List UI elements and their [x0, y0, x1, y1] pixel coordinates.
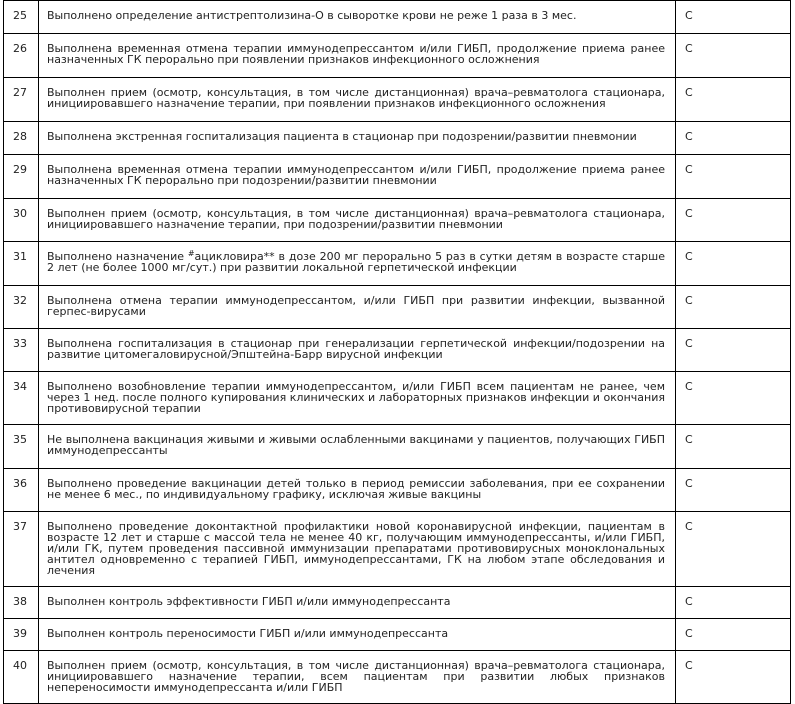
table-row — [4, 425, 791, 469]
table-row — [4, 122, 791, 155]
row-number: 32 — [13, 294, 27, 307]
evidence-level: C — [685, 42, 693, 55]
criterion-cell — [39, 512, 676, 587]
row-number: 40 — [13, 659, 27, 672]
row-number-cell — [4, 651, 39, 704]
table-row — [4, 286, 791, 329]
criterion-text: Выполнено определение антистрептолизина-О в сыворотке крови не реже 1 раза в 3 мес. — [47, 9, 577, 22]
row-number: 26 — [13, 42, 27, 55]
evidence-level-cell — [676, 329, 791, 372]
row-number-cell — [4, 587, 39, 619]
criterion-cell — [39, 651, 676, 704]
evidence-level-cell — [676, 155, 791, 199]
table-row — [4, 651, 791, 704]
row-number-cell — [4, 512, 39, 587]
criterion-cell — [39, 425, 676, 469]
table-row — [4, 587, 791, 619]
table-row — [4, 512, 791, 587]
evidence-level: C — [685, 207, 693, 220]
criterion-cell — [39, 372, 676, 425]
row-number-cell — [4, 155, 39, 199]
evidence-level-cell — [676, 372, 791, 425]
row-number: 25 — [13, 9, 27, 22]
row-number-cell — [4, 372, 39, 425]
criterion-text: Выполнен прием (осмотр, консультация, в том числе дистанционная) врача–ревматолога стационара, инициировавшего назначение терапии, при подозрении/развитии пневмонии — [47, 207, 665, 231]
row-number-cell — [4, 329, 39, 372]
row-number: 37 — [13, 520, 27, 533]
criterion-text: Выполнен контроль переносимости ГИБП и/или иммунодепрессанта — [47, 627, 449, 640]
evidence-level-cell — [676, 619, 791, 651]
row-number-cell — [4, 122, 39, 155]
criterion-cell — [39, 242, 676, 286]
criterion-text: Выполнен контроль эффективности ГИБП и/или иммунодепрессанта — [47, 595, 451, 608]
evidence-level-cell — [676, 587, 791, 619]
criterion-cell — [39, 78, 676, 122]
table-row — [4, 469, 791, 512]
evidence-level-cell — [676, 651, 791, 704]
criterion-text: Не выполнена вакцинация живыми и живыми ослабленными вакцинами у пациентов, получающих ГИБП иммунодепрессанты — [47, 433, 665, 457]
evidence-level: C — [685, 380, 693, 393]
table-row — [4, 199, 791, 242]
evidence-level: C — [685, 294, 693, 307]
criterion-cell — [39, 587, 676, 619]
table-row — [4, 1, 791, 34]
row-number-cell — [4, 469, 39, 512]
evidence-level-cell — [676, 122, 791, 155]
evidence-level-cell — [676, 512, 791, 587]
evidence-level: C — [685, 250, 693, 263]
evidence-level: C — [685, 9, 693, 22]
evidence-level-cell — [676, 469, 791, 512]
row-number: 29 — [13, 163, 27, 176]
table-row — [4, 242, 791, 286]
criterion-text: Выполнено возобновление терапии иммунодепрессантом, и/или ГИБП всем пациентам не ранее, чем через 1 нед. после полного купирования клинических и лабораторных признаков инфекции и окончания противовирусной терапии — [47, 380, 665, 415]
criteria-table — [3, 0, 791, 704]
table-row — [4, 329, 791, 372]
table-row — [4, 372, 791, 425]
row-number-cell — [4, 1, 39, 34]
row-number: 35 — [13, 433, 27, 446]
row-number: 28 — [13, 130, 27, 143]
criterion-text: Выполнено проведение вакцинации детей только в период ремиссии заболевания, при ее сохранении не менее 6 мес., по индивидуальному графику, исключая живые вакцины — [47, 477, 665, 501]
table-row — [4, 619, 791, 651]
row-number: 33 — [13, 337, 27, 350]
row-number: 36 — [13, 477, 27, 490]
evidence-level-cell — [676, 78, 791, 122]
criterion-cell — [39, 155, 676, 199]
table-row — [4, 155, 791, 199]
evidence-level: C — [685, 163, 693, 176]
criterion-text: Выполнена госпитализация в стационар при генерализации герпетической инфекции/подозрении на развитие цитомегаловирусной/Эпштейна-Барр вирусной инфекции — [47, 337, 665, 361]
evidence-level-cell — [676, 242, 791, 286]
evidence-level: C — [685, 595, 693, 608]
evidence-level: C — [685, 86, 693, 99]
table-row — [4, 34, 791, 78]
row-number: 34 — [13, 380, 27, 393]
row-number: 39 — [13, 627, 27, 640]
criterion-text-prefix: Выполнено назначение — [47, 250, 188, 263]
row-number-cell — [4, 286, 39, 329]
criterion-text — [39, 242, 675, 273]
criterion-cell — [39, 286, 676, 329]
row-number-cell — [4, 242, 39, 286]
row-number-cell — [4, 619, 39, 651]
criterion-text: Выполнен прием (осмотр, консультация, в том числе дистанционная) врача–ревматолога стационара, инициировавшего назначение терапии, всем пациентам при развитии любых признаков непереносимости иммунодепрессанта и/или ГИБП — [47, 659, 665, 694]
evidence-level: C — [685, 433, 693, 446]
criterion-cell — [39, 199, 676, 242]
criterion-cell — [39, 619, 676, 651]
row-number-cell — [4, 199, 39, 242]
criterion-cell — [39, 122, 676, 155]
row-number: 38 — [13, 595, 27, 608]
evidence-level-cell — [676, 34, 791, 78]
criterion-text: Выполнено проведение доконтактной профилактики новой коронавирусной инфекции, пациентам в возрасте 12 лет и старше с массой тела не менее 40 кг, получающим иммунодепрессанты, и/или ГИБП, и/или ГК, путем проведения пассивной иммунизации препаратами противовирусных моноклональных антител одновременно с терапией ГИБП, иммунодепрессантами, ГК на любом этапе обследования и лечения — [47, 520, 665, 577]
table-row — [4, 78, 791, 122]
criterion-text-body: ацикловира** в дозе 200 мг перорально 5 раз в сутки детям в возрасте старше 2 лет (не более 1000 мг/сут.) при развитии локальной герпетической инфекции — [47, 250, 665, 274]
evidence-level: C — [685, 337, 693, 350]
criterion-text: Выполнена экстренная госпитализация пациента в стационар при подозрении/развитии пневмонии — [47, 130, 637, 143]
criterion-text: Выполнена временная отмена терапии иммунодепрессантом и/или ГИБП, продолжение приема ранее назначенных ГК перорально при подозрении/развитии пневмонии — [47, 163, 665, 187]
evidence-level-cell — [676, 1, 791, 34]
criterion-text: Выполнена временная отмена терапии иммунодепрессантом и/или ГИБП, продолжение приема ранее назначенных ГК перорально при появлении признаков инфекционного осложнения — [47, 42, 665, 66]
evidence-level: C — [685, 627, 693, 640]
row-number: 31 — [13, 250, 27, 263]
row-number-cell — [4, 425, 39, 469]
criterion-text: Выполнена отмена терапии иммунодепрессантом, и/или ГИБП при развитии инфекции, вызванной герпес-вирусами — [47, 294, 665, 318]
evidence-level-cell — [676, 286, 791, 329]
evidence-level: C — [685, 659, 693, 672]
evidence-level: C — [685, 130, 693, 143]
criterion-cell — [39, 34, 676, 78]
row-number: 27 — [13, 86, 27, 99]
criterion-text: Выполнен прием (осмотр, консультация, в том числе дистанционная) врача–ревматолога стационара, инициировавшего назначение терапии, при появлении признаков инфекционного осложнения — [47, 86, 665, 110]
evidence-level-cell — [676, 199, 791, 242]
evidence-level-cell — [676, 425, 791, 469]
row-number-cell — [4, 34, 39, 78]
row-number: 30 — [13, 207, 27, 220]
criterion-cell — [39, 469, 676, 512]
evidence-level: C — [685, 520, 693, 533]
criterion-cell — [39, 1, 676, 34]
criterion-cell — [39, 329, 676, 372]
row-number-cell — [4, 78, 39, 122]
off-label-mark: # — [187, 249, 195, 258]
evidence-level: C — [685, 477, 693, 490]
